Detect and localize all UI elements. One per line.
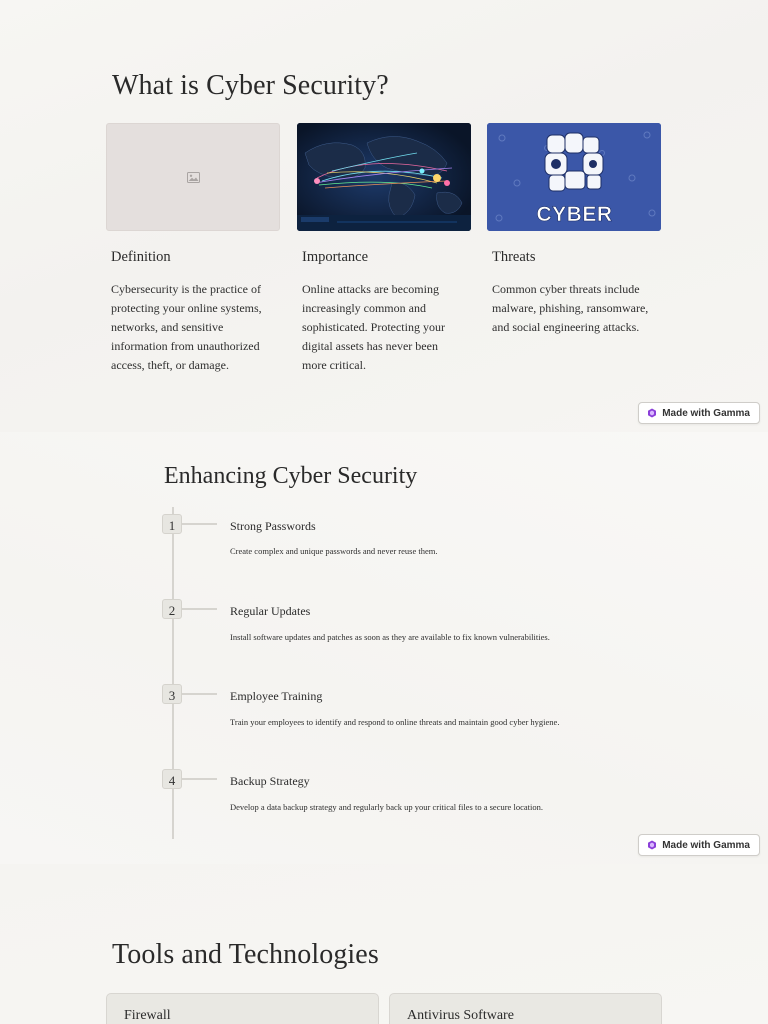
made-with-gamma-badge[interactable] (638, 402, 760, 424)
step-desc-regular-updates: Install software updates and patches as soon as they are available to fix known vulnerabilities. (230, 632, 550, 642)
tool-card-antivirus (389, 993, 662, 1024)
importance-image (297, 123, 471, 231)
badge-label: Made with Gamma (662, 407, 750, 419)
slide-what-is-cyber-security (0, 0, 768, 432)
tool-card-firewall (106, 993, 379, 1024)
step-number-1: 1 (162, 514, 182, 534)
card-body-definition: Cybersecurity is the practice of protecting your online systems, networks, and sensitive information from unauthorized access, theft, or damage. (111, 282, 262, 372)
tool-title-firewall: Firewall (124, 1008, 171, 1023)
step-connector (182, 693, 217, 695)
step-desc-strong-passwords: Create complex and unique passwords and never reuse them. (230, 546, 438, 556)
card-title-definition: Definition (111, 249, 171, 265)
gamma-logo-icon (647, 408, 657, 418)
step-connector (182, 523, 217, 525)
badge-label: Made with Gamma (662, 839, 750, 851)
attack-map-image (297, 123, 471, 231)
threats-image (487, 123, 661, 231)
gamma-logo-icon (647, 840, 657, 850)
slide-tools-and-technologies (0, 864, 768, 1024)
card-body-importance: Online attacks are becoming increasingly common and sophisticated. Protecting your digital assets has never been more critical. (302, 282, 445, 372)
step-number-3: 3 (162, 684, 182, 704)
step-title-strong-passwords: Strong Passwords (230, 519, 316, 533)
step-desc-backup-strategy: Develop a data backup strategy and regularly back up your critical files to a secure location. (230, 802, 543, 812)
slide-title: Tools and Technologies (112, 939, 379, 970)
tool-title-antivirus: Antivirus Software (407, 1008, 514, 1023)
slide-title: What is Cyber Security? (112, 70, 389, 101)
step-desc-employee-training: Train your employees to identify and respond to online threats and maintain good cyber hygiene. (230, 717, 560, 727)
step-title-employee-training: Employee Training (230, 689, 323, 703)
step-connector (182, 608, 217, 610)
card-title-importance: Importance (302, 249, 369, 265)
step-number-2: 2 (162, 599, 182, 619)
step-connector (182, 778, 217, 780)
definition-image-placeholder (106, 123, 280, 231)
cyber-image-text: CYBER (536, 203, 613, 226)
step-title-regular-updates: Regular Updates (230, 604, 311, 618)
step-title-backup-strategy: Backup Strategy (230, 774, 310, 788)
card-body-threats: Common cyber threats include malware, phishing, ransomware, and social engineering attacks. (492, 282, 649, 334)
step-number-4: 4 (162, 769, 182, 789)
made-with-gamma-badge[interactable] (638, 834, 760, 856)
slide-title: Enhancing Cyber Security (164, 463, 418, 489)
card-title-threats: Threats (492, 249, 536, 265)
image-placeholder-icon (187, 172, 200, 183)
slide-enhancing-cyber-security (0, 432, 768, 864)
